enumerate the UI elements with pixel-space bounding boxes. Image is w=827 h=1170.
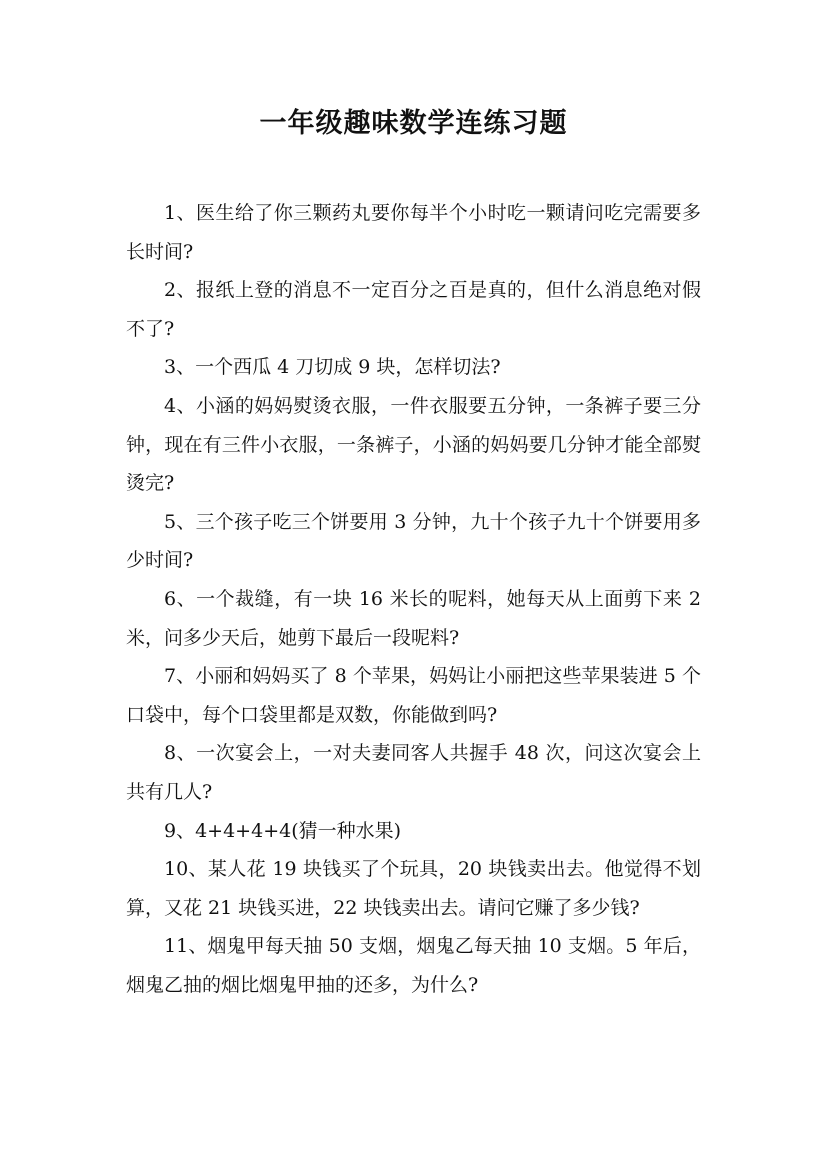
question-10: 10、某人花 19 块钱买了个玩具，20 块钱卖出去。他觉得不划算，又花 21 块钱买进，22 块钱卖出去。请问它赚了多少钱? [126, 858, 701, 919]
question-7: 7、小丽和妈妈买了 8 个苹果，妈妈让小丽把这些苹果装进 5 个口袋中，每个口袋里都是双数，你能做到吗? [126, 665, 701, 726]
question-5: 5、三个孩子吃三个饼要用 3 分钟，九十个孩子九十个饼要用多少时间? [126, 510, 701, 572]
page-title: 一年级趣味数学连练习题 [259, 108, 568, 139]
question-4: 4、小涵的妈妈熨烫衣服，一件衣服要五分钟，一条裤子要三分钟，现在有三件小衣服，一条裤子，小涵的妈妈要几分钟才能全部熨烫完? [126, 394, 701, 495]
question-1: 1、医生给了你三颗药丸要你每半个小时吃一颗请问吃完需要多长时间? [126, 202, 701, 263]
question-3: 3、一个西瓜 4 刀切成 9 块，怎样切法? [164, 356, 501, 379]
question-2: 2、报纸上登的消息不一定百分之百是真的，但什么消息绝对假不了? [126, 279, 701, 340]
question-6: 6、一个裁缝，有一块 16 米长的呢料，她每天从上面剪下来 2 米，问多少天后，她剪下最后一段呢料? [126, 587, 701, 649]
question-9: 9、4+4+4+4(猜一种水果) [164, 819, 402, 842]
question-8: 8、一次宴会上，一对夫妻同客人共握手 48 次，问这次宴会上共有几人? [126, 742, 701, 803]
question-11: 11、烟鬼甲每天抽 50 支烟，烟鬼乙每天抽 10 支烟。5 年后，烟鬼乙抽的烟比烟鬼甲抽的还多，为什么? [126, 935, 701, 996]
question-list [126, 194, 701, 1004]
